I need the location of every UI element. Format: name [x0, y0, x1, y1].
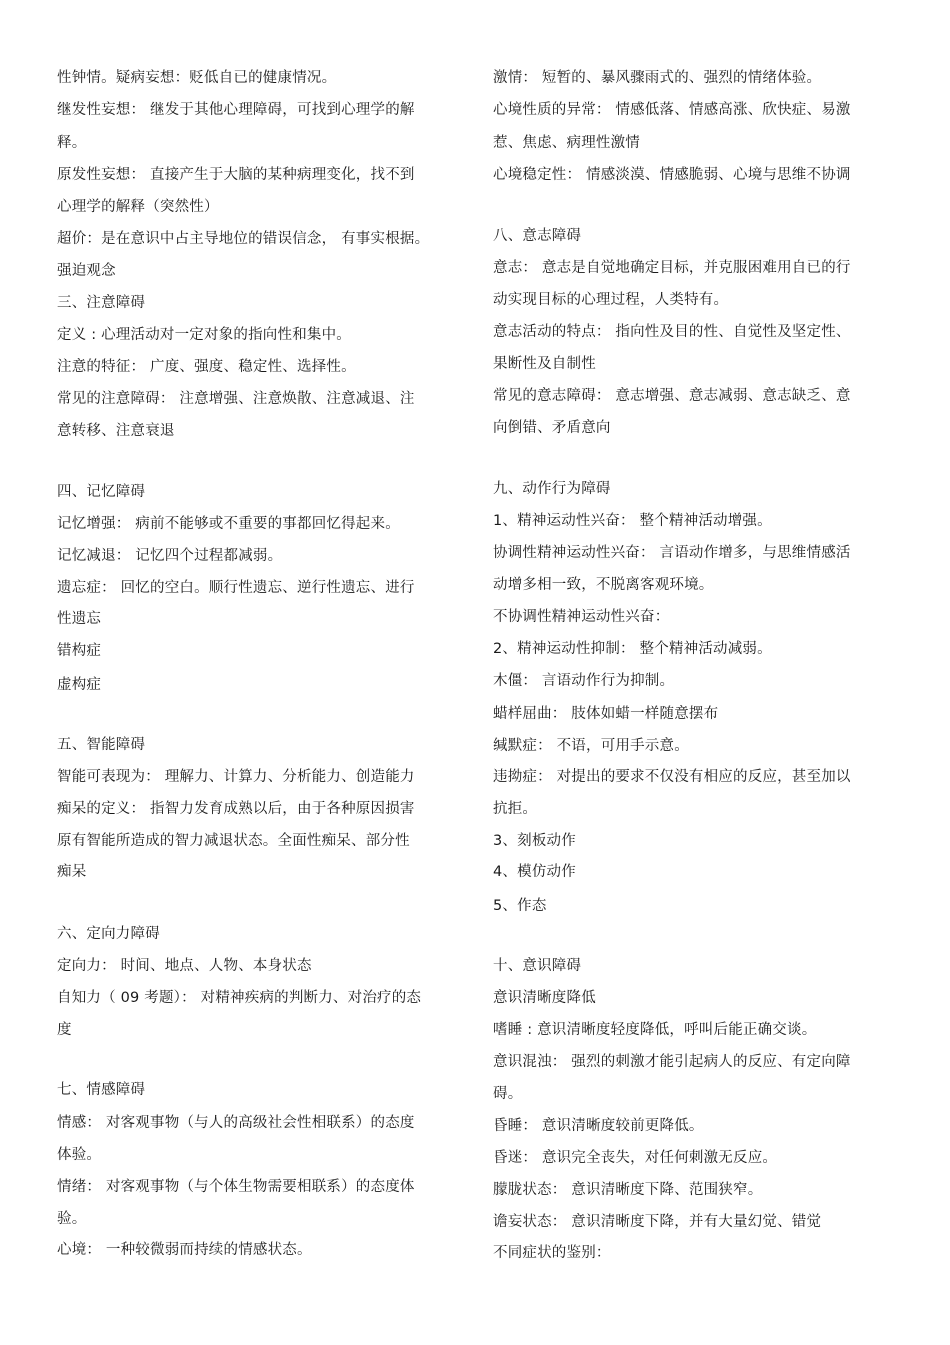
text-line: 违拗症： 对提出的要求不仅没有相应的反应，甚至加以 — [493, 769, 851, 785]
section-heading: 五、智能障碍 — [57, 737, 146, 753]
text-line: 动实现目标的心理过程，人类特有。 — [493, 292, 729, 308]
text-line: 向倒错、矛盾意向 — [493, 420, 611, 436]
text-line: 验。 — [57, 1211, 87, 1227]
text-line: 心境： 一种较微弱而持续的情感状态。 — [57, 1242, 312, 1258]
text-line: 度 — [57, 1022, 72, 1038]
text-line: 智能可表现为： 理解力、计算力、分析能力、创造能力 — [57, 769, 415, 785]
section-heading: 四、记忆障碍 — [57, 484, 146, 500]
text-line: 注意的特征： 广度、强度、稳定性、选择性。 — [57, 359, 356, 375]
text-line: 意转移、注意衰退 — [57, 423, 175, 439]
text-line: 1、精神运动性兴奋： 整个精神活动增强。 — [493, 513, 772, 529]
text-line: 释。 — [57, 135, 87, 151]
text-line: 木僵： 言语动作行为抑制。 — [493, 673, 675, 689]
text-line: 惹、焦虑、病理性激情 — [493, 135, 640, 151]
text-line: 激情： 短暂的、暴风骤雨式的、强烈的情绪体验。 — [493, 70, 822, 86]
text-line: 5、作态 — [493, 898, 547, 914]
text-line: 碍。 — [493, 1086, 523, 1102]
text-line: 常见的注意障碍： 注意增强、注意焕散、注意减退、注 — [57, 391, 415, 407]
section-heading: 八、意志障碍 — [493, 228, 582, 244]
text-line: 不协调性精神运动性兴奋： — [493, 609, 670, 625]
text-line: 情感： 对客观事物（与人的高级社会性相联系）的态度 — [57, 1115, 415, 1131]
text-line: 常见的意志障碍： 意志增强、意志减弱、意志缺乏、意 — [493, 388, 851, 404]
text-line: 昏迷： 意识完全丧失，对任何刺激无反应。 — [493, 1150, 778, 1166]
text-line: 定向力： 时间、地点、人物、本身状态 — [57, 958, 312, 974]
text-line: 抗拒。 — [493, 801, 538, 817]
section-heading: 六、定向力障碍 — [57, 926, 160, 942]
text-line: 果断性及自制性 — [493, 356, 596, 372]
text-line: 强迫观念 — [57, 263, 116, 279]
section-heading: 三、注意障碍 — [57, 295, 146, 311]
text-line: 记忆减退： 记忆四个过程都减弱。 — [57, 548, 283, 564]
text-line: 情绪： 对客观事物（与个体生物需要相联系）的态度体 — [57, 1179, 415, 1195]
text-line: 超价：是在意识中占主导地位的错误信念， 有事实根据。 — [57, 231, 430, 247]
text-line: 蜡样屈曲： 肢体如蜡一样随意摆布 — [493, 706, 719, 722]
section-heading: 七、情感障碍 — [57, 1082, 146, 1098]
text-line: 心境稳定性： 情感淡漠、情感脆弱、心境与思维不协调 — [493, 167, 851, 183]
text-line: 嗜睡 : 意识清晰度轻度降低，呼叫后能正确交谈。 — [493, 1022, 817, 1038]
text-line: 协调性精神运动性兴奋： 言语动作增多，与思维情感活 — [493, 545, 851, 561]
text-line: 2、精神运动性抑制： 整个精神活动减弱。 — [493, 641, 772, 657]
text-line: 记忆增强： 病前不能够或不重要的事都回忆得起来。 — [57, 516, 400, 532]
section-heading: 十、意识障碍 — [493, 958, 582, 974]
text-line: 痴呆 — [57, 864, 87, 880]
text-line: 原发性妄想： 直接产生于大脑的某种病理变化，找不到 — [57, 167, 415, 183]
text-line: 性钟情。疑病妄想：贬低自已的健康情况。 — [57, 70, 337, 86]
text-line: 动增多相一致，不脱离客观环境。 — [493, 577, 714, 593]
text-line: 自知力（ 09 考题）： 对精神疾病的判断力、对治疗的态 — [57, 990, 422, 1006]
text-line: 心理学的解释（突然性） — [57, 199, 219, 215]
text-line: 虚构症 — [57, 677, 102, 693]
text-line: 不同症状的鉴别： — [493, 1245, 611, 1261]
section-heading: 九、动作行为障碍 — [493, 481, 611, 497]
text-line: 遗忘症： 回忆的空白。顺行性遗忘、逆行性遗忘、进行 — [57, 580, 415, 596]
text-line: 原有智能所造成的智力减退状态。全面性痴呆、部分性 — [57, 833, 410, 849]
text-line: 缄默症： 不语，可用手示意。 — [493, 738, 689, 754]
text-line: 体验。 — [57, 1147, 102, 1163]
text-line: 3、刻板动作 — [493, 833, 576, 849]
text-line: 痴呆的定义： 指智力发育成熟以后，由于各种原因损害 — [57, 801, 415, 817]
text-line: 4、模仿动作 — [493, 864, 576, 880]
text-line: 心境性质的异常： 情感低落、情感高涨、欣快症、易激 — [493, 102, 851, 118]
text-line: 继发性妄想： 继发于其他心理障碍，可找到心理学的解 — [57, 102, 415, 118]
text-line: 昏睡： 意识清晰度较前更降低。 — [493, 1118, 704, 1134]
text-line: 意识清晰度降低 — [493, 990, 596, 1006]
text-line: 意志： 意志是自觉地确定目标，并克服困难用自已的行 — [493, 260, 851, 276]
text-line: 朦胧状态： 意识清晰度下降、范围狭窄。 — [493, 1182, 763, 1198]
text-line: 意识混浊： 强烈的刺激才能引起病人的反应、有定向障 — [493, 1054, 851, 1070]
text-line: 谵妄状态： 意识清晰度下降，并有大量幻觉、错觉 — [493, 1214, 822, 1230]
text-line: 错构症 — [57, 643, 102, 659]
text-line: 性遗忘 — [57, 611, 102, 627]
text-line: 意志活动的特点： 指向性及目的性、自觉性及坚定性、 — [493, 324, 851, 340]
text-line: 定义 : 心理活动对一定对象的指向性和集中。 — [57, 327, 352, 343]
